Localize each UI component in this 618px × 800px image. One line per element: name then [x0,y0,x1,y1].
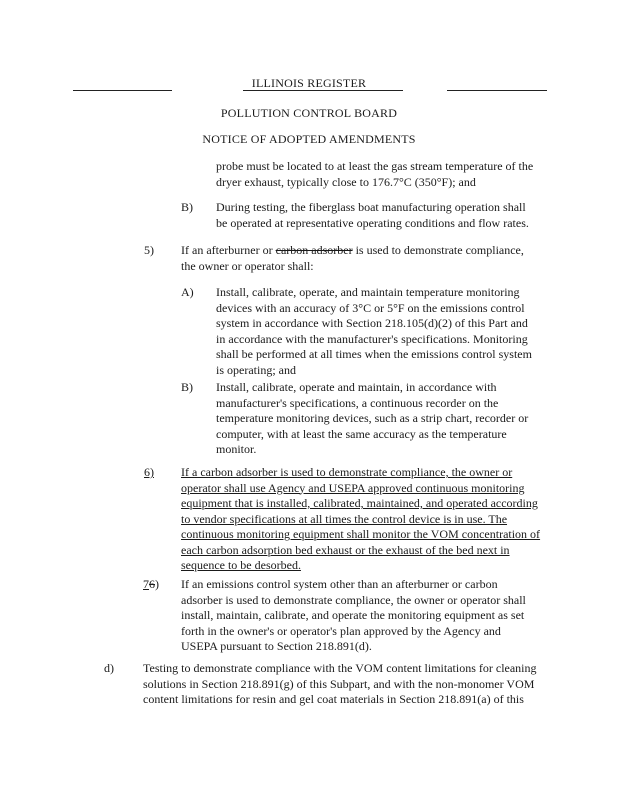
item-6-text: If a carbon adsorber is used to demonstrate compliance, the owner or operator shall use Agency and USEPA approved continuous monitoring equipment that is installed, calibrated, maintained, and operated according to vendor specifications at all times the control device is in use. The continuous monitoring equipment shall monitor the VOM concentration of each carbon adsorption bed exhaust or the exhaust of the bed next in sequence to be desorbed. [181,465,541,572]
item-5a-label: A) [181,285,194,299]
item-5b-text: Install, calibrate, operate and maintain, in accordance with manufacturer's specifications, a continuous recorder on the temperature monitoring devices, such as a strip chart, recorder or computer, with at least the same accuracy as the temperature monitor. [216,380,529,456]
struck-text: carbon adsorber [275,243,353,257]
item-5-label: 5) [144,243,154,257]
item-5b-label: B) [181,380,193,394]
item-7-label: 76) [143,577,159,591]
item-b-text: During testing, the fiberglass boat manufacturing operation shall be operated at representative operating conditions and flow rates. [216,200,529,230]
item-d-label: d) [104,661,114,675]
item-7-text: If an emissions control system other than an afterburner or carbon adsorber is used to demonstrate compliance, the owner or operator shall install, maintain, calibrate, and operate the monitoring equipment as set forth in the owner's or operator's plan approved by the Agency and USEPA pursuant to Section 218.891(d). [181,577,526,653]
item-b-label: B) [181,200,193,214]
item-5a-text: Install, calibrate, operate, and maintain temperature monitoring devices with an accuracy of 3°C or 5°F on the emissions control system in accordance with Section 218.105(d)(2) of this Part and in accordance with the manufacturer's specifications. Monitoring shall be performed at all times when the emissions control system is operating; and [216,285,532,377]
item-6-label: 6) [144,465,154,479]
continuation-text: probe must be located to at least the gas stream temperature of the dryer exhaust, typically close to 176.7°C (350°F); and [216,159,534,189]
register-title: ILLINOIS REGISTER [251,76,367,90]
board-title: POLLUTION CONTROL BOARD [220,106,398,120]
item-5-text: If an afterburner or carbon adsorber is used to demonstrate compliance, the owner or operator shall: [181,243,524,273]
notice-title: NOTICE OF ADOPTED AMENDMENTS [202,132,416,146]
item-d-text: Testing to demonstrate compliance with the VOM content limitations for cleaning solutions in Section 218.891(g) of this Subpart, and with the non-monomer VOM content limitations for resin and gel coat materials in Section 218.891(a) of this [143,661,537,706]
